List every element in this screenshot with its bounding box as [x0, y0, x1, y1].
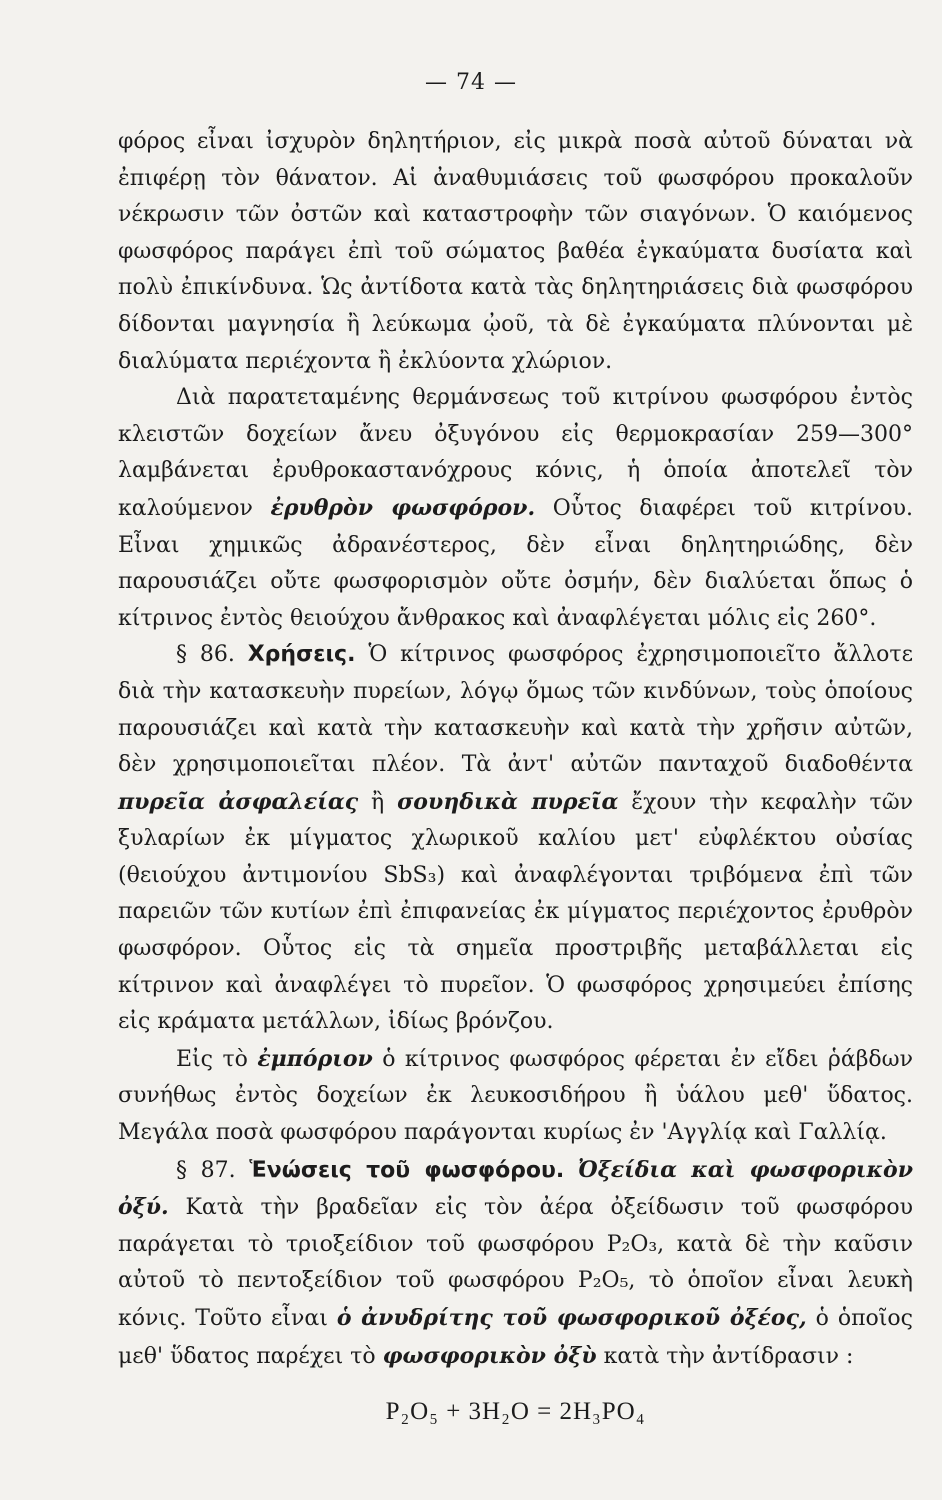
text-run: [564, 1158, 578, 1183]
text-run: ἢ: [358, 789, 398, 815]
text-run: ἔχουν τὴν κεφαλὴν τῶν ξυλαρίων ἐκ μίγματος χλωρικοῦ καλίου μετ' εὐφλέκτου οὐσίας (θειούχου ἀντιμονίου SbS₃) καὶ ἀναφλέγονται τριβόμενα ἐπὶ τῶν παρειῶν τῶν κυτίων ἐπὶ ἐπιφανείας ἐκ μίγματος περιέχοντος ἐρυθρὸν φωσφόρον. Οὗτος εἰς τὰ σημεῖα προστριβῆς μεταβάλλεται εἰς κίτρινον καὶ ἀναφλέγει τὸ πυρεῖον. Ὁ φωσφόρος χρησιμεύει ἐπίσης εἰς κράματα μετάλλων, ἰδίως βρόνζου.: [118, 789, 914, 1035]
text-run: Οὗτος διαφέρει τοῦ κιτρίνου. Εἶναι χημικῶς ἀδρανέστερος, δὲν εἶναι δηλητηριώδης, δὲν παρουσιάζει οὔτε φωσφορισμὸν οὔτε ὀσμήν, δὲν διαλύεται ὅπως ὁ κίτρινος ἐντὸς θειούχου ἄνθρακος καὶ ἀναφλέγεται μόλις εἰς 260°.: [118, 495, 913, 631]
text-run: ὁ κίτρινος φωσφόρος φέρεται ἐν εἴδει ῥάβδων συνήθως ἐντὸς δοχείων ἐκ λευκοσιδήρου ἢ ὑάλου μεθ' ὕδατος. Μεγάλα ποσὰ φωσφόρου παράγονται κυρίως ἐν 'Αγγλίᾳ καὶ Γαλλίᾳ.: [118, 1046, 913, 1146]
paragraph: [118, 380, 913, 637]
paragraph: [118, 637, 913, 1041]
emphasized-term: πυρεῖα ἀσφαλείας: [118, 788, 359, 815]
text-run: § 86.: [176, 642, 248, 668]
text-run: Εἰς τὸ: [176, 1046, 258, 1072]
paragraph: [118, 1041, 913, 1152]
text-run: ὁ ὁποῖος μεθ' ὕδατος παρέχει τὸ: [118, 1306, 913, 1369]
text-run: Κατὰ τὴν βραδεῖαν εἰς τὸν ἀέρα ὀξείδωσιν τοῦ φωσφόρου παράγεται τὸ τριοξείδιον τοῦ φωσφόρου P₂O₃, κατὰ δὲ τὴν καῦσιν αὐτοῦ τὸ πεντοξείδιον τοῦ φωσφόρου P₂O₅, τὸ ὁποῖον εἶναι λευκὴ κόνις. Τοῦτο εἶναι: [118, 1195, 913, 1331]
text-run: § 87.: [176, 1157, 250, 1183]
emphasized-term: ὁ ἀνυδρίτης τοῦ φωσφορικοῦ ὀξέος,: [336, 1305, 807, 1331]
emphasized-term: φωσφορικὸν ὀξὺ: [382, 1342, 597, 1369]
text-run: κατὰ τὴν ἀντίδρασιν :: [596, 1343, 854, 1369]
paragraph: [118, 124, 913, 380]
chemical-equation: P₂O₅ + 3H₂O = 2H₃PO₄: [385, 1398, 646, 1425]
text-run: Ὁ κίτρινος φωσφόρος ἐχρησιμοποιεῖτο ἄλλοτε διὰ τὴν κατασκευὴν πυρείων, λόγῳ ὅμως τῶν κινδύνων, τοὺς ὁποίους παρουσιάζει καὶ κατὰ τὴν κατασκευὴν καὶ κατὰ τὴν χρῆσιν αὐτῶν, δὲν χρησιμοποιεῖται πλέον. Τὰ ἀντ' αὐτῶν πανταχοῦ διαδοθέντα: [118, 642, 913, 778]
section-heading: Ἑνώσεις τοῦ φωσφόρου.: [249, 1157, 565, 1183]
emphasized-term: ἐμπόριον: [257, 1045, 373, 1072]
emphasized-term: ἐρυθρὸν φωσφόρον.: [270, 494, 536, 521]
page-number: — 74 —: [425, 70, 517, 95]
emphasized-term: σουηδικὰ πυρεῖα: [397, 788, 619, 815]
body-text: [118, 124, 913, 1375]
paragraph: [118, 1152, 913, 1376]
emphasized-term: Ὀξείδια καὶ φωσφορικὸν ὀξύ.: [118, 1156, 913, 1221]
section-heading: Χρήσεις.: [247, 642, 356, 668]
text-run: φόρος εἶναι ἰσχυρὸν δηλητήριον, εἰς μικρὰ ποσὰ αὐτοῦ δύναται νὰ ἐπιφέρῃ τὸν θάνατον. Αἱ ἀναθυμιάσεις τοῦ φωσφόρου προκαλοῦν νέκρωσιν τῶν ὀστῶν καὶ καταστροφὴν τῶν σιαγόνων. Ὁ καιόμενος φωσφόρος παράγει ἐπὶ τοῦ σώματος βαθέα ἐγκαύματα δυσίατα καὶ πολὺ ἐπικίνδυνα. Ὡς ἀντίδοτα κατὰ τὰς δηλητηριάσεις διὰ φωσφόρου δίδονται μαγνησία ἢ λεύκωμα ᾠοῦ, τὰ δὲ ἐγκαύματα πλύνονται μὲ διαλύματα περιέχοντα ἢ ἐκλύοντα χλώριον.: [118, 129, 913, 374]
text-run: Διὰ παρατεταμένης θερμάνσεως τοῦ κιτρίνου φωσφόρου ἐντὸς κλειστῶν δοχείων ἄνευ ὀξυγόνου εἰς θερμοκρασίαν 259—300° λαμβάνεται ἐρυθροκαστανόχρους κόνις, ἡ ὁποία ἀποτελεῖ τὸν καλούμενον: [118, 385, 913, 521]
